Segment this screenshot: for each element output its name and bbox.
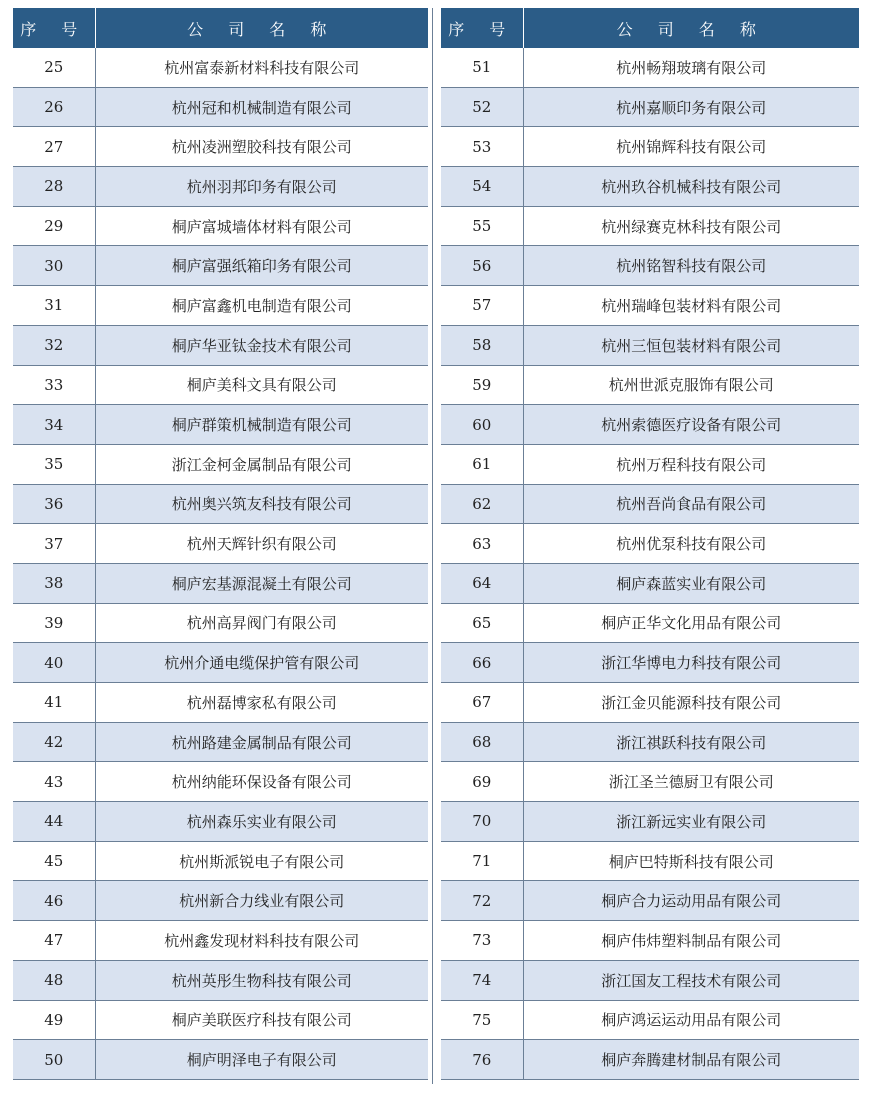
table-row xyxy=(441,127,859,167)
row-seq-cell: 38 xyxy=(13,563,95,603)
table-row xyxy=(13,127,428,167)
row-company-name-cell: 杭州吾尚食品有限公司 xyxy=(523,484,859,524)
row-company-name-cell: 杭州优泵科技有限公司 xyxy=(523,524,859,564)
row-company-name-cell: 桐庐伟炜塑料制品有限公司 xyxy=(523,921,859,961)
table-row xyxy=(13,524,428,564)
row-company-name-cell: 桐庐合力运动用品有限公司 xyxy=(523,881,859,921)
table-row xyxy=(441,325,859,365)
table-body-left xyxy=(13,48,428,1079)
row-company-name-cell: 杭州介通电缆保护管有限公司 xyxy=(95,643,428,683)
row-company-name-cell: 浙江圣兰德厨卫有限公司 xyxy=(523,762,859,802)
table-row xyxy=(13,881,428,921)
row-company-name-cell: 桐庐富鑫机电制造有限公司 xyxy=(95,286,428,326)
row-seq-cell: 70 xyxy=(441,802,523,842)
row-seq-cell: 41 xyxy=(13,683,95,723)
row-seq-cell: 65 xyxy=(441,603,523,643)
table-row xyxy=(441,563,859,603)
row-seq-cell: 46 xyxy=(13,881,95,921)
row-seq-cell: 60 xyxy=(441,405,523,445)
company-list-page xyxy=(13,8,859,1084)
row-company-name-cell: 杭州三恒包装材料有限公司 xyxy=(523,325,859,365)
row-company-name-cell: 杭州森乐实业有限公司 xyxy=(95,802,428,842)
row-seq-cell: 44 xyxy=(13,802,95,842)
row-company-name-cell: 杭州富泰新材料科技有限公司 xyxy=(95,48,428,87)
row-seq-cell: 45 xyxy=(13,841,95,881)
table-row xyxy=(441,444,859,484)
row-company-name-cell: 杭州畅翔玻璃有限公司 xyxy=(523,48,859,87)
table-header-row xyxy=(13,8,428,48)
table-row xyxy=(13,365,428,405)
row-seq-cell: 57 xyxy=(441,286,523,326)
table-row xyxy=(441,881,859,921)
row-company-name-cell: 杭州索德医疗设备有限公司 xyxy=(523,405,859,445)
row-seq-cell: 71 xyxy=(441,841,523,881)
table-row xyxy=(441,802,859,842)
row-seq-cell: 72 xyxy=(441,881,523,921)
table-body-right xyxy=(441,48,859,1079)
row-company-name-cell: 杭州路建金属制品有限公司 xyxy=(95,722,428,762)
row-company-name-cell: 浙江金贝能源科技有限公司 xyxy=(523,683,859,723)
row-company-name-cell: 杭州嘉顺印务有限公司 xyxy=(523,87,859,127)
table-row xyxy=(441,484,859,524)
table-row xyxy=(441,87,859,127)
table-row xyxy=(13,1040,428,1080)
table-row xyxy=(13,722,428,762)
row-company-name-cell: 杭州天辉针织有限公司 xyxy=(95,524,428,564)
row-seq-cell: 31 xyxy=(13,286,95,326)
row-company-name-cell: 桐庐巴特斯科技有限公司 xyxy=(523,841,859,881)
table-row xyxy=(13,206,428,246)
row-seq-cell: 36 xyxy=(13,484,95,524)
row-seq-cell: 63 xyxy=(441,524,523,564)
row-company-name-cell: 杭州奥兴筑友科技有限公司 xyxy=(95,484,428,524)
row-company-name-cell: 杭州铭智科技有限公司 xyxy=(523,246,859,286)
table-row xyxy=(441,960,859,1000)
row-seq-cell: 33 xyxy=(13,365,95,405)
table-row xyxy=(441,365,859,405)
table-row xyxy=(441,921,859,961)
table-row xyxy=(13,286,428,326)
row-seq-cell: 30 xyxy=(13,246,95,286)
row-company-name-cell: 杭州纳能环保设备有限公司 xyxy=(95,762,428,802)
row-seq-cell: 68 xyxy=(441,722,523,762)
table-row xyxy=(441,286,859,326)
row-company-name-cell: 桐庐富强纸箱印务有限公司 xyxy=(95,246,428,286)
seq-column-header: 序 号 xyxy=(13,8,95,48)
table-row xyxy=(441,841,859,881)
row-seq-cell: 50 xyxy=(13,1040,95,1080)
table-row xyxy=(13,921,428,961)
row-company-name-cell: 杭州绿赛克林科技有限公司 xyxy=(523,206,859,246)
row-seq-cell: 56 xyxy=(441,246,523,286)
table-row xyxy=(13,762,428,802)
row-seq-cell: 26 xyxy=(13,87,95,127)
row-company-name-cell: 桐庐华亚钛金技术有限公司 xyxy=(95,325,428,365)
row-company-name-cell: 杭州高昇阀门有限公司 xyxy=(95,603,428,643)
row-seq-cell: 49 xyxy=(13,1000,95,1040)
table-row xyxy=(13,405,428,445)
company-table-left xyxy=(13,8,428,1080)
row-seq-cell: 66 xyxy=(441,643,523,683)
row-seq-cell: 52 xyxy=(441,87,523,127)
row-seq-cell: 75 xyxy=(441,1000,523,1040)
row-company-name-cell: 杭州凌洲塑胶科技有限公司 xyxy=(95,127,428,167)
company-name-column-header: 公 司 名 称 xyxy=(95,8,428,48)
row-seq-cell: 27 xyxy=(13,127,95,167)
row-company-name-cell: 杭州锦辉科技有限公司 xyxy=(523,127,859,167)
row-seq-cell: 47 xyxy=(13,921,95,961)
row-company-name-cell: 杭州英彤生物科技有限公司 xyxy=(95,960,428,1000)
company-name-column-header: 公 司 名 称 xyxy=(523,8,859,48)
row-seq-cell: 51 xyxy=(441,48,523,87)
row-seq-cell: 69 xyxy=(441,762,523,802)
row-company-name-cell: 桐庐明泽电子有限公司 xyxy=(95,1040,428,1080)
table-row xyxy=(13,802,428,842)
table-row xyxy=(13,643,428,683)
row-seq-cell: 59 xyxy=(441,365,523,405)
table-row xyxy=(441,1040,859,1080)
row-seq-cell: 40 xyxy=(13,643,95,683)
table-row xyxy=(13,167,428,207)
row-company-name-cell: 杭州羽邦印务有限公司 xyxy=(95,167,428,207)
table-row xyxy=(441,405,859,445)
row-seq-cell: 64 xyxy=(441,563,523,603)
column-divider xyxy=(432,8,433,1084)
row-seq-cell: 28 xyxy=(13,167,95,207)
row-company-name-cell: 杭州磊博家私有限公司 xyxy=(95,683,428,723)
row-seq-cell: 62 xyxy=(441,484,523,524)
table-row xyxy=(13,1000,428,1040)
table-row xyxy=(441,762,859,802)
row-seq-cell: 54 xyxy=(441,167,523,207)
row-seq-cell: 29 xyxy=(13,206,95,246)
table-header-row xyxy=(441,8,859,48)
row-seq-cell: 73 xyxy=(441,921,523,961)
row-seq-cell: 55 xyxy=(441,206,523,246)
table-row xyxy=(441,1000,859,1040)
row-company-name-cell: 杭州新合力线业有限公司 xyxy=(95,881,428,921)
table-row xyxy=(13,603,428,643)
row-company-name-cell: 杭州瑞峰包装材料有限公司 xyxy=(523,286,859,326)
table-row xyxy=(441,603,859,643)
table-row xyxy=(13,960,428,1000)
row-seq-cell: 76 xyxy=(441,1040,523,1080)
row-company-name-cell: 桐庐群策机械制造有限公司 xyxy=(95,405,428,445)
table-row xyxy=(441,167,859,207)
row-seq-cell: 53 xyxy=(441,127,523,167)
row-seq-cell: 61 xyxy=(441,444,523,484)
table-row xyxy=(13,683,428,723)
row-company-name-cell: 杭州世派克服饰有限公司 xyxy=(523,365,859,405)
table-row xyxy=(13,87,428,127)
table-row xyxy=(441,683,859,723)
row-seq-cell: 42 xyxy=(13,722,95,762)
row-company-name-cell: 桐庐美联医疗科技有限公司 xyxy=(95,1000,428,1040)
row-company-name-cell: 浙江祺跃科技有限公司 xyxy=(523,722,859,762)
row-seq-cell: 32 xyxy=(13,325,95,365)
row-seq-cell: 67 xyxy=(441,683,523,723)
row-seq-cell: 43 xyxy=(13,762,95,802)
row-company-name-cell: 浙江国友工程技术有限公司 xyxy=(523,960,859,1000)
table-row xyxy=(441,206,859,246)
table-row xyxy=(13,444,428,484)
row-company-name-cell: 浙江金柯金属制品有限公司 xyxy=(95,444,428,484)
company-table-right xyxy=(441,8,859,1080)
row-company-name-cell: 浙江新远实业有限公司 xyxy=(523,802,859,842)
row-company-name-cell: 浙江华博电力科技有限公司 xyxy=(523,643,859,683)
table-row xyxy=(13,563,428,603)
row-seq-cell: 58 xyxy=(441,325,523,365)
row-company-name-cell: 杭州斯派锐电子有限公司 xyxy=(95,841,428,881)
table-row xyxy=(13,325,428,365)
row-company-name-cell: 杭州鑫发现材料科技有限公司 xyxy=(95,921,428,961)
table-row xyxy=(441,48,859,87)
row-company-name-cell: 杭州万程科技有限公司 xyxy=(523,444,859,484)
row-seq-cell: 34 xyxy=(13,405,95,445)
row-company-name-cell: 桐庐森蓝实业有限公司 xyxy=(523,563,859,603)
row-company-name-cell: 桐庐宏基源混凝土有限公司 xyxy=(95,563,428,603)
seq-column-header: 序 号 xyxy=(441,8,523,48)
table-row xyxy=(13,246,428,286)
row-seq-cell: 39 xyxy=(13,603,95,643)
row-seq-cell: 25 xyxy=(13,48,95,87)
row-company-name-cell: 杭州玖谷机械科技有限公司 xyxy=(523,167,859,207)
table-row xyxy=(441,246,859,286)
row-company-name-cell: 杭州冠和机械制造有限公司 xyxy=(95,87,428,127)
table-row xyxy=(441,722,859,762)
table-row xyxy=(441,524,859,564)
row-company-name-cell: 桐庐正华文化用品有限公司 xyxy=(523,603,859,643)
table-row xyxy=(13,48,428,87)
row-company-name-cell: 桐庐富城墙体材料有限公司 xyxy=(95,206,428,246)
row-seq-cell: 74 xyxy=(441,960,523,1000)
row-company-name-cell: 桐庐奔腾建材制品有限公司 xyxy=(523,1040,859,1080)
table-row xyxy=(13,484,428,524)
row-company-name-cell: 桐庐美科文具有限公司 xyxy=(95,365,428,405)
row-company-name-cell: 桐庐鸿运运动用品有限公司 xyxy=(523,1000,859,1040)
table-row xyxy=(441,643,859,683)
row-seq-cell: 35 xyxy=(13,444,95,484)
row-seq-cell: 48 xyxy=(13,960,95,1000)
row-seq-cell: 37 xyxy=(13,524,95,564)
table-row xyxy=(13,841,428,881)
